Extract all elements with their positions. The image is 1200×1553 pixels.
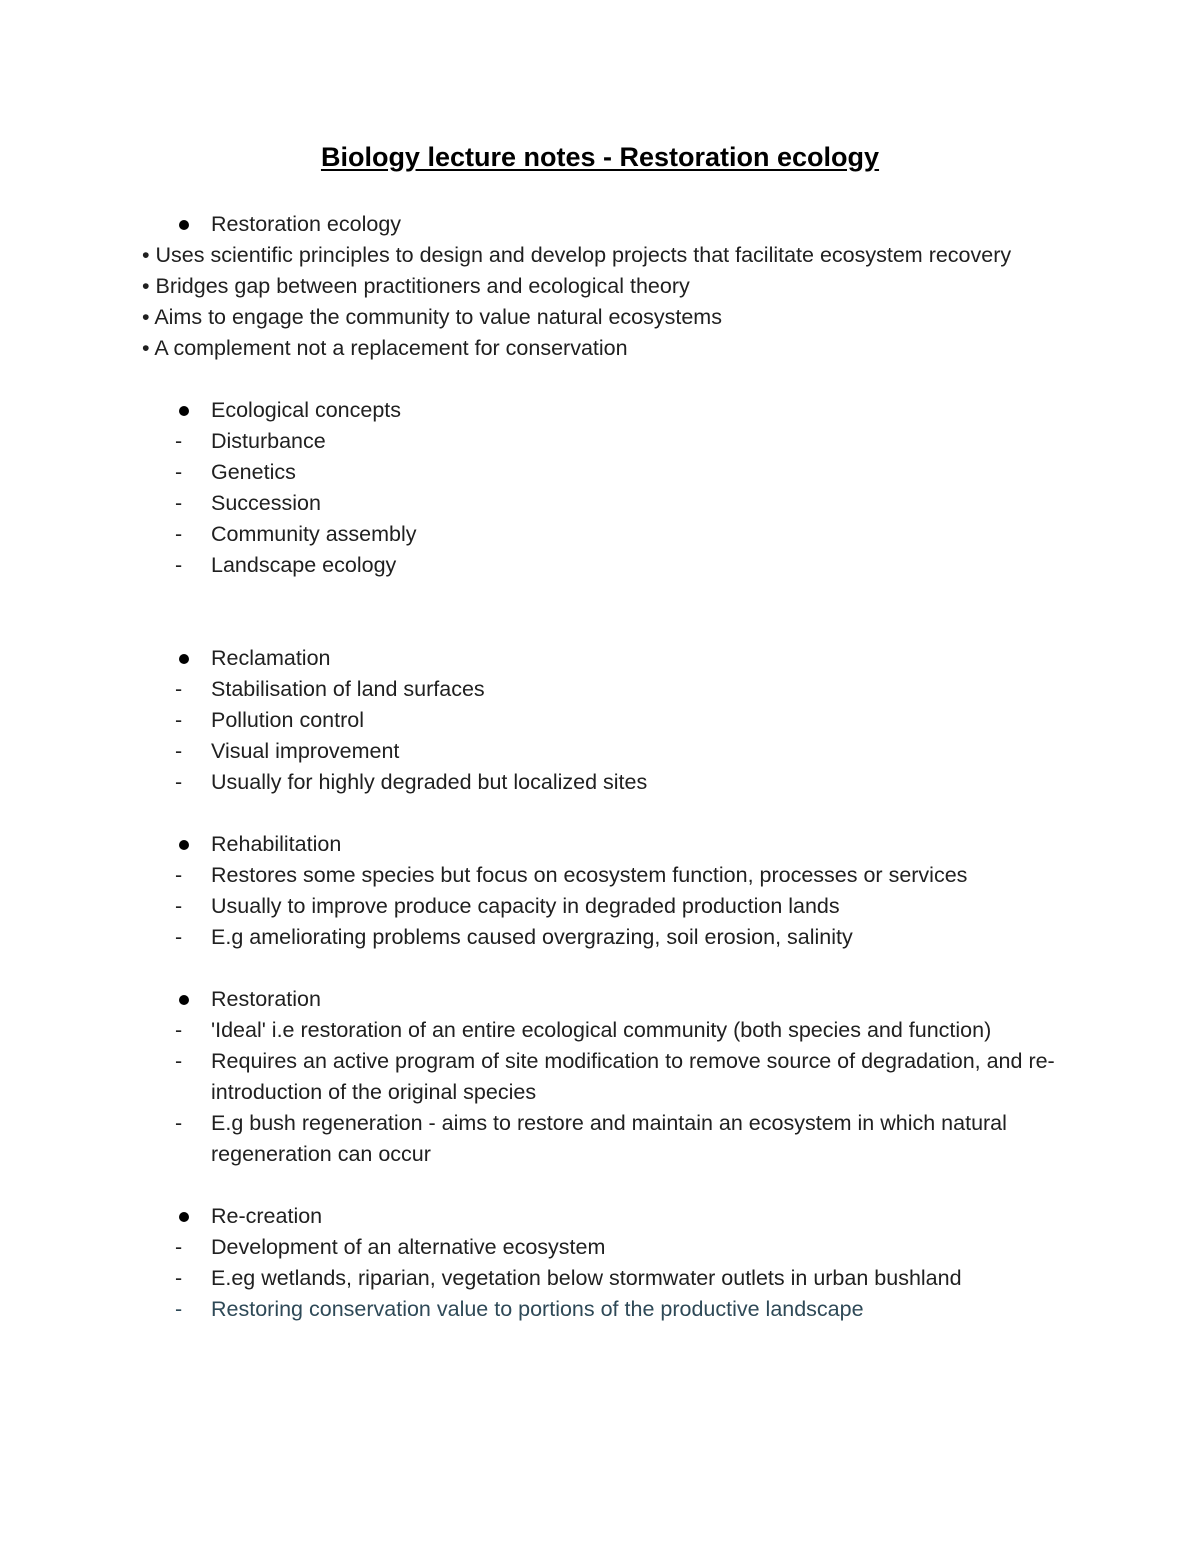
dash-icon: - xyxy=(175,739,183,763)
dash-icon: - xyxy=(175,429,183,453)
section-heading-re-creation: Re-creation xyxy=(142,1201,1072,1232)
list-item: - Succession xyxy=(142,488,1072,519)
list-item: - Usually for highly degraded but localized sites xyxy=(142,767,1072,798)
list-item: - Disturbance xyxy=(142,426,1072,457)
bullet-icon xyxy=(179,1212,189,1222)
dash-icon: - xyxy=(175,522,183,546)
dash-icon: - xyxy=(175,1111,183,1135)
section-heading-reclamation: Reclamation xyxy=(142,643,1072,674)
list-item: - E.eg wetlands, riparian, vegetation below stormwater outlets in urban bushland xyxy=(142,1263,1072,1294)
dash-icon: - xyxy=(175,708,183,732)
list-item: - Usually to improve produce capacity in degraded production lands xyxy=(142,891,1072,922)
list-item: - Development of an alternative ecosystem xyxy=(142,1232,1072,1263)
dash-icon: - xyxy=(175,677,183,701)
page-title: Biology lecture notes - Restoration ecology xyxy=(320,142,880,172)
dash-icon: - xyxy=(175,1235,183,1259)
point: • Bridges gap between practitioners and ecological theory xyxy=(142,274,690,298)
section-heading-ecological-concepts: Ecological concepts xyxy=(142,395,1072,426)
list-item: - Visual improvement xyxy=(142,736,1072,767)
section-heading-restoration: Restoration xyxy=(142,984,1072,1015)
section-heading-restoration-ecology: Restoration ecology xyxy=(142,209,1072,240)
list-item: - Restoring conservation value to portions of the productive landscape xyxy=(142,1294,1072,1325)
dash-icon: - xyxy=(175,491,183,515)
dash-icon: - xyxy=(175,1018,183,1042)
list-item: - Community assembly xyxy=(142,519,1072,550)
dash-icon: - xyxy=(175,460,183,484)
bullet-icon xyxy=(179,654,189,664)
dash-icon: - xyxy=(175,553,183,577)
list-item: - Landscape ecology xyxy=(142,550,1072,581)
dash-icon: - xyxy=(175,863,183,887)
bullet-icon xyxy=(179,995,189,1005)
dash-icon: - xyxy=(175,1049,183,1073)
list-item: - Stabilisation of land surfaces xyxy=(142,674,1072,705)
section-heading-rehabilitation: Rehabilitation xyxy=(142,829,1072,860)
bullet-icon xyxy=(179,840,189,850)
point: • Uses scientific principles to design and develop projects that facilitate ecosystem recovery xyxy=(142,243,1012,267)
dash-icon: - xyxy=(175,1266,183,1290)
notes-body xyxy=(142,209,1072,1325)
list-item: - E.g bush regeneration - aims to restore and maintain an ecosystem in which natural regeneration can occur xyxy=(142,1108,1072,1170)
dash-icon: - xyxy=(175,1297,183,1321)
list-item: - Genetics xyxy=(142,457,1072,488)
point: • Aims to engage the community to value natural ecosystems xyxy=(142,305,722,329)
dash-icon: - xyxy=(175,770,183,794)
dash-icon: - xyxy=(175,894,183,918)
list-item: - E.g ameliorating problems caused overgrazing, soil erosion, salinity xyxy=(142,922,1072,953)
list-item: - Restores some species but focus on ecosystem function, processes or services xyxy=(142,860,1072,891)
point: • A complement not a replacement for conservation xyxy=(142,336,628,360)
list-item: - Requires an active program of site modification to remove source of degradation, and re-introduction of the original species xyxy=(142,1046,1072,1108)
list-item: - 'Ideal' i.e restoration of an entire ecological community (both species and function) xyxy=(142,1015,1072,1046)
bullet-icon xyxy=(179,220,189,230)
dash-icon: - xyxy=(175,925,183,949)
bullet-icon xyxy=(179,406,189,416)
list-item: - Pollution control xyxy=(142,705,1072,736)
